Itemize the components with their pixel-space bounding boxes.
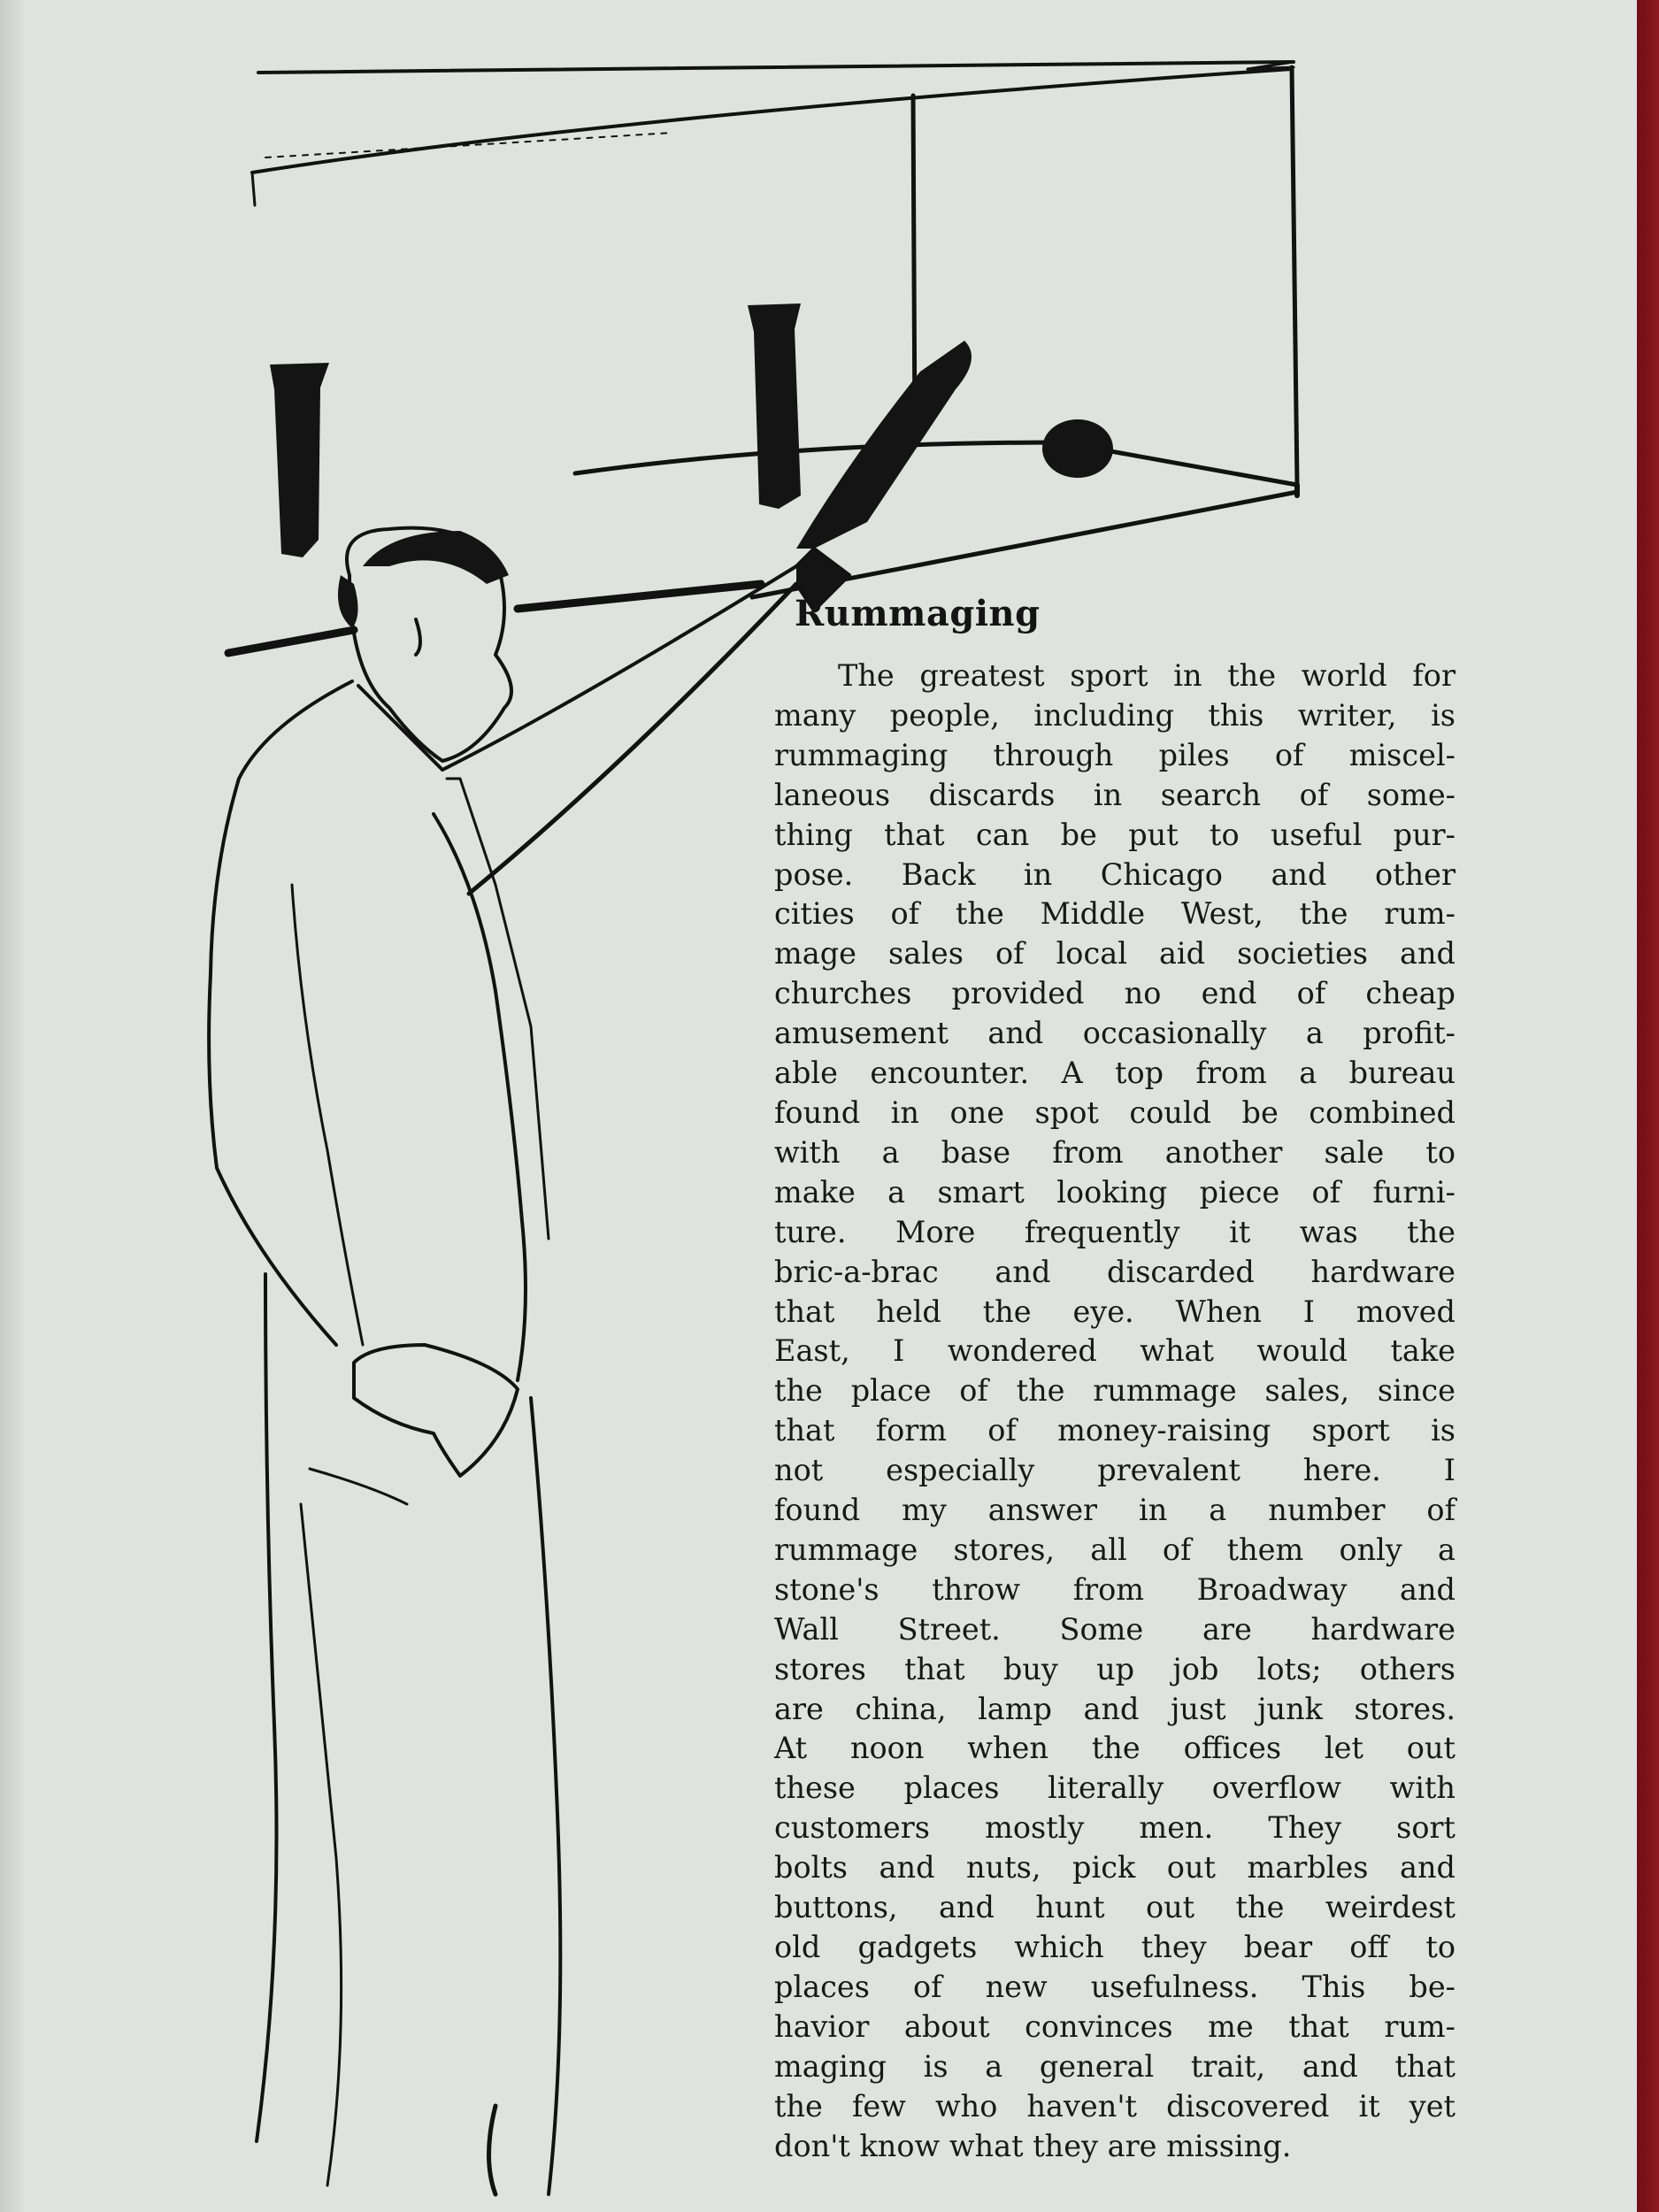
body-line: havior about convinces me that rum- — [774, 2008, 1455, 2044]
body-line: places of new usefulness. This be- — [774, 1969, 1455, 2004]
body-line: rummaging through piles of miscel- — [774, 737, 1455, 772]
body-line: many people, including this writer, is — [774, 697, 1455, 733]
hanging-item-middle — [748, 303, 801, 509]
body-line: these places literally overflow with — [774, 1770, 1455, 1806]
body-line: customers mostly men. They sort — [774, 1810, 1455, 1846]
body-line: mage sales of local aid societies and — [774, 936, 1455, 972]
body-line: stores that buy up job lots; others — [774, 1651, 1455, 1686]
body-line: that held the eye. When I moved — [774, 1294, 1455, 1329]
body-line: with a base from another sale to — [774, 1134, 1455, 1170]
body-line: old gadgets which they bear off to — [774, 1930, 1455, 1964]
hanging-item-left — [270, 363, 329, 557]
body-line: able encounter. A top from a bureau — [774, 1056, 1455, 1091]
body-line: maging is a general trait, and that — [774, 2048, 1455, 2084]
article-body — [774, 657, 1455, 2166]
body-line: found my answer in a number of — [774, 1493, 1455, 1528]
body-line: Wall Street. Some are hardware — [774, 1611, 1455, 1647]
body-line: found in one spot could be combined — [774, 1094, 1455, 1130]
body-line: bolts and nuts, pick out marbles and — [774, 1850, 1455, 1886]
body-line: thing that can be put to useful pur- — [774, 817, 1455, 852]
body-line: stone's throw from Broadway and — [774, 1571, 1455, 1607]
body-line: make a smart looking piece of furni- — [774, 1174, 1455, 1210]
body-line: churches provided no end of cheap — [774, 976, 1455, 1011]
body-line: not especially prevalent here. I — [774, 1453, 1455, 1488]
body-line: cities of the Middle West, the rum- — [774, 896, 1455, 932]
hanging-rod — [228, 584, 761, 653]
body-line: are china, lamp and just junk stores. — [774, 1691, 1455, 1726]
body-line: East, I wondered what would take — [774, 1333, 1455, 1369]
body-line: The greatest sport in the world for — [838, 658, 1455, 693]
body-line: laneous discards in search of some- — [774, 777, 1455, 812]
body-line: don't know what they are missing. — [774, 2128, 1292, 2163]
body-line: that form of money-raising sport is — [774, 1413, 1455, 1448]
body-line: At noon when the offices let out — [774, 1731, 1455, 1766]
book-cover-edge — [1637, 0, 1659, 2212]
bin-object — [1042, 419, 1113, 478]
body-line: pose. Back in Chicago and other — [774, 856, 1455, 892]
body-line: the few who haven't discovered it yet — [774, 2088, 1455, 2124]
body-line: the place of the rummage sales, since — [774, 1373, 1455, 1409]
body-line: bric-a-brac and discarded hardware — [774, 1254, 1455, 1289]
body-line: buttons, and hunt out the weirdest — [774, 1890, 1455, 1925]
body-line: amusement and occasionally a profit- — [774, 1016, 1455, 1051]
body-line: rummage stores, all of them only a — [774, 1532, 1455, 1567]
body-line: ture. More frequently it was the — [774, 1214, 1455, 1249]
article-title: Rummaging — [795, 593, 1041, 634]
